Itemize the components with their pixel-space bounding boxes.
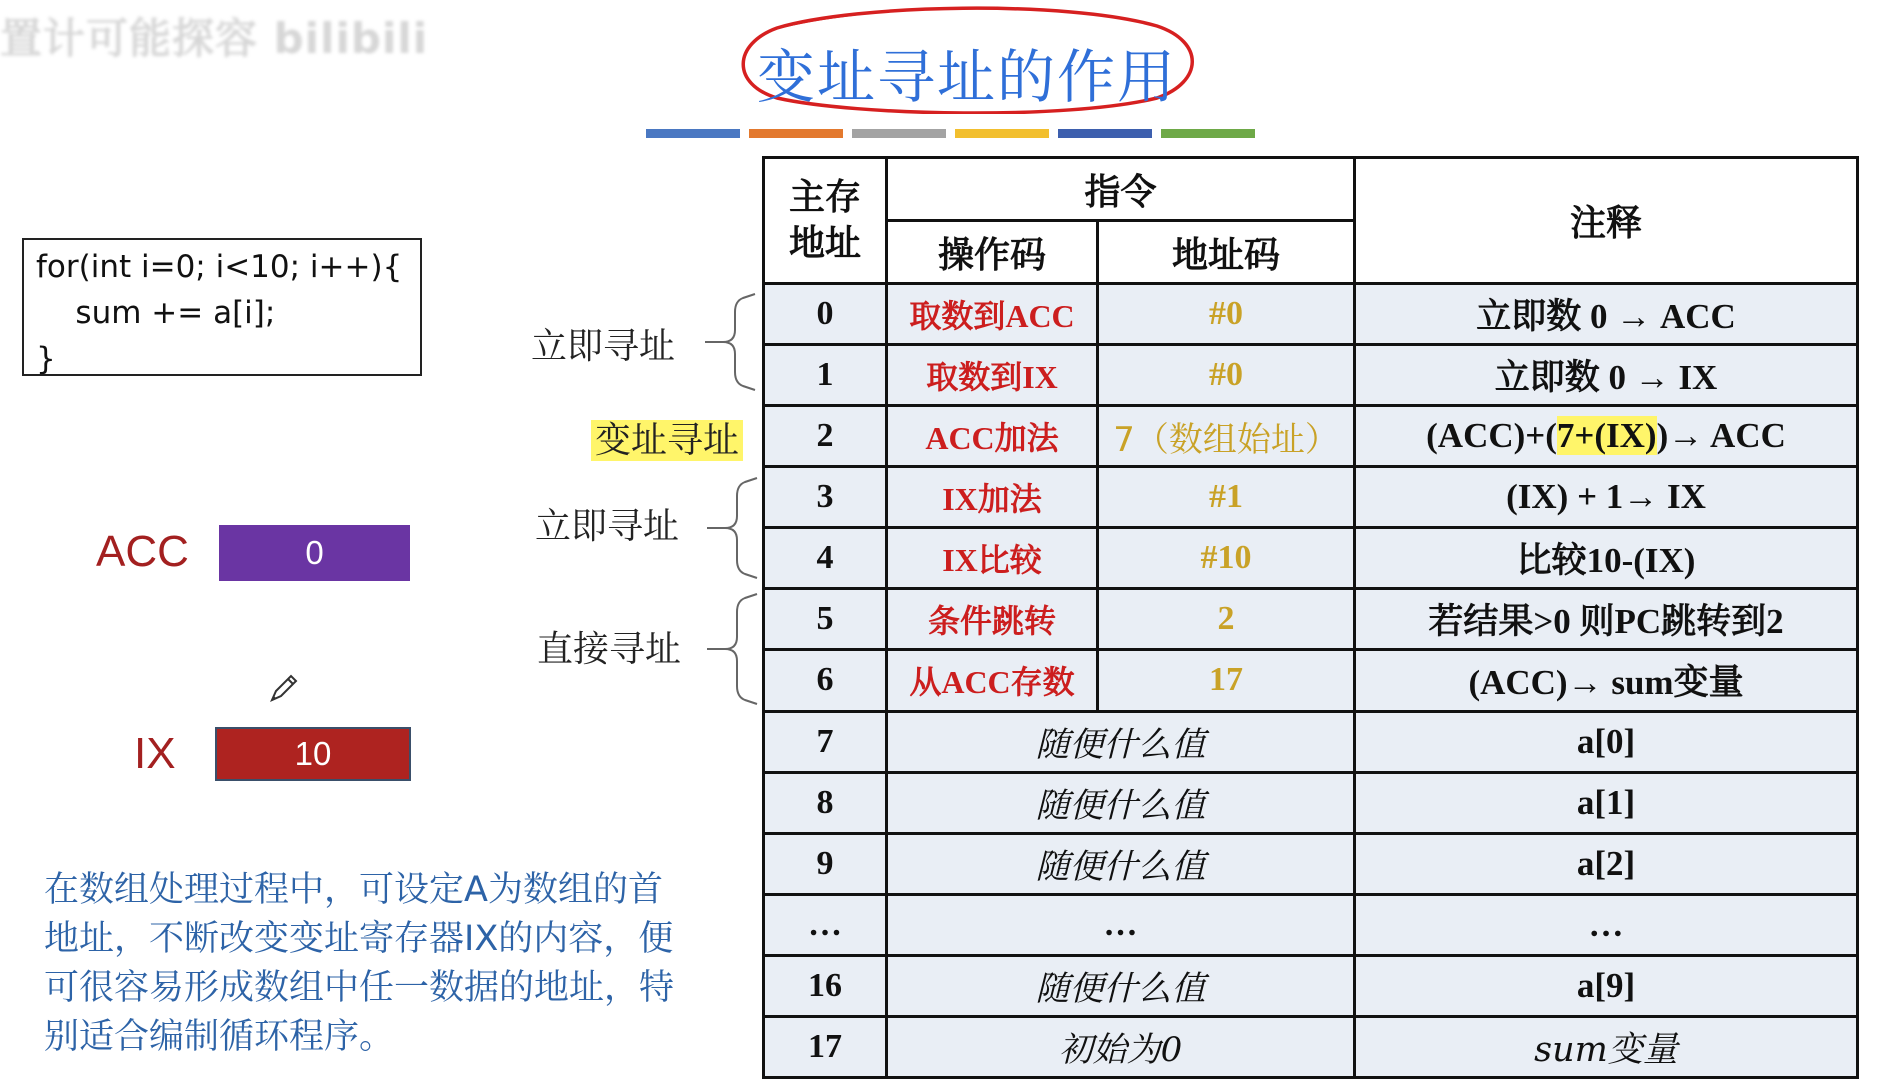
comment-cell: 若结果>0 则PC跳转到2 bbox=[1355, 589, 1858, 650]
table-header-row bbox=[764, 158, 1858, 221]
table-row bbox=[764, 650, 1858, 711]
header-opcode: 操作码 bbox=[887, 221, 1098, 284]
table-row bbox=[764, 284, 1858, 345]
opcode-cell: 从ACC存数 bbox=[887, 650, 1098, 711]
comment-cell: 比较10-(IX) bbox=[1355, 528, 1858, 589]
code-line: sum += a[i]; bbox=[36, 295, 276, 331]
address-cell: 1 bbox=[764, 345, 887, 406]
brace-icon bbox=[705, 292, 760, 392]
operand-cell: #0 bbox=[1098, 345, 1355, 406]
comment-cell: 立即数 0 → IX bbox=[1355, 345, 1858, 406]
opcode-cell: IX加法 bbox=[887, 467, 1098, 528]
operand-cell: #10 bbox=[1098, 528, 1355, 589]
comment-cell: (IX) + 1→ IX bbox=[1355, 467, 1858, 528]
comment-cell bbox=[1355, 406, 1858, 467]
address-cell: 7 bbox=[764, 711, 887, 772]
table-row bbox=[764, 406, 1858, 467]
mode-label-direct: 直接寻址 bbox=[537, 629, 682, 670]
decor-bar bbox=[1058, 129, 1152, 138]
title-area bbox=[737, 4, 1197, 114]
address-cell: 2 bbox=[764, 406, 887, 467]
decor-bar bbox=[646, 129, 740, 138]
description-text: 在数组处理过程中，可设定A为数组的首地址，不断改变变址寄存器IX的内容，便可很容易形成数组中任一数据的地址，特别适合编制循环程序。 bbox=[44, 870, 675, 1057]
opcode-cell: 条件跳转 bbox=[887, 589, 1098, 650]
address-cell: 8 bbox=[764, 772, 887, 833]
comment-cell: … bbox=[1355, 894, 1858, 955]
operand-cell: 7（数组始址） bbox=[1098, 406, 1355, 467]
header-operand: 地址码 bbox=[1098, 221, 1355, 284]
comment-cell: (ACC)→ sum变量 bbox=[1355, 650, 1858, 711]
acc-label: ACC bbox=[96, 527, 189, 576]
comment-highlight: 7+(IX) bbox=[1556, 416, 1657, 456]
opcode-cell: 取数到ACC bbox=[887, 284, 1098, 345]
operand-cell: 17 bbox=[1098, 650, 1355, 711]
header-instruction: 指令 bbox=[887, 158, 1355, 221]
comment-cell: a[0] bbox=[1355, 711, 1858, 772]
comment-cell: sum变量 bbox=[1355, 1016, 1858, 1077]
comment-cell: a[2] bbox=[1355, 833, 1858, 894]
header-address: 主存地址 bbox=[764, 158, 887, 284]
mode-label-indexed: 变址寻址 bbox=[591, 412, 743, 463]
instruction-table bbox=[762, 156, 1859, 1079]
comment-part: )→ ACC bbox=[1656, 416, 1786, 456]
address-cell: … bbox=[764, 894, 887, 955]
table-row bbox=[764, 528, 1858, 589]
header-comment: 注释 bbox=[1355, 158, 1858, 284]
code-box bbox=[22, 238, 422, 376]
table-row bbox=[764, 772, 1858, 833]
comment-cell: 立即数 0 → ACC bbox=[1355, 284, 1858, 345]
address-cell: 6 bbox=[764, 650, 887, 711]
code-line: } bbox=[36, 341, 56, 377]
address-cell: 17 bbox=[764, 1016, 887, 1077]
mode-label-immediate: 立即寻址 bbox=[535, 506, 680, 547]
table-row bbox=[764, 833, 1858, 894]
opcode-cell: ACC加法 bbox=[887, 406, 1098, 467]
table-row bbox=[764, 345, 1858, 406]
data-cell: 随便什么值 bbox=[887, 955, 1355, 1016]
mode-label-immediate: 立即寻址 bbox=[531, 326, 676, 367]
watermark: 置计可能探容 bilibili bbox=[0, 14, 429, 63]
table-row bbox=[764, 1016, 1858, 1077]
opcode-cell: 取数到IX bbox=[887, 345, 1098, 406]
address-cell: 5 bbox=[764, 589, 887, 650]
table-row bbox=[764, 589, 1858, 650]
comment-part: (ACC)+( bbox=[1426, 416, 1557, 456]
data-cell: … bbox=[887, 894, 1355, 955]
brace-icon bbox=[707, 476, 762, 580]
address-cell: 0 bbox=[764, 284, 887, 345]
table-row bbox=[764, 955, 1858, 1016]
pencil-icon bbox=[268, 672, 300, 706]
comment-cell: a[1] bbox=[1355, 772, 1858, 833]
acc-register: 0 bbox=[219, 525, 410, 581]
decor-bar bbox=[955, 129, 1049, 138]
data-cell: 随便什么值 bbox=[887, 772, 1355, 833]
table-row bbox=[764, 894, 1858, 955]
ix-label: IX bbox=[134, 729, 176, 778]
address-cell: 4 bbox=[764, 528, 887, 589]
opcode-cell: IX比较 bbox=[887, 528, 1098, 589]
decor-bar bbox=[852, 129, 946, 138]
page-title: 变址寻址的作用 bbox=[756, 43, 1177, 111]
operand-cell: #1 bbox=[1098, 467, 1355, 528]
address-cell: 9 bbox=[764, 833, 887, 894]
operand-cell: 2 bbox=[1098, 589, 1355, 650]
data-cell: 随便什么值 bbox=[887, 833, 1355, 894]
code-line: for(int i=0; i<10; i++){ bbox=[36, 249, 403, 285]
data-cell: 随便什么值 bbox=[887, 711, 1355, 772]
data-cell: 初始为0 bbox=[887, 1016, 1355, 1077]
address-cell: 16 bbox=[764, 955, 887, 1016]
decor-bars bbox=[646, 129, 1255, 138]
table-row bbox=[764, 711, 1858, 772]
ix-register: 10 bbox=[215, 727, 411, 781]
operand-cell: #0 bbox=[1098, 284, 1355, 345]
table-row bbox=[764, 467, 1858, 528]
decor-bar bbox=[749, 129, 843, 138]
comment-cell: a[9] bbox=[1355, 955, 1858, 1016]
decor-bar bbox=[1161, 129, 1255, 138]
address-cell: 3 bbox=[764, 467, 887, 528]
brace-icon bbox=[707, 592, 762, 706]
